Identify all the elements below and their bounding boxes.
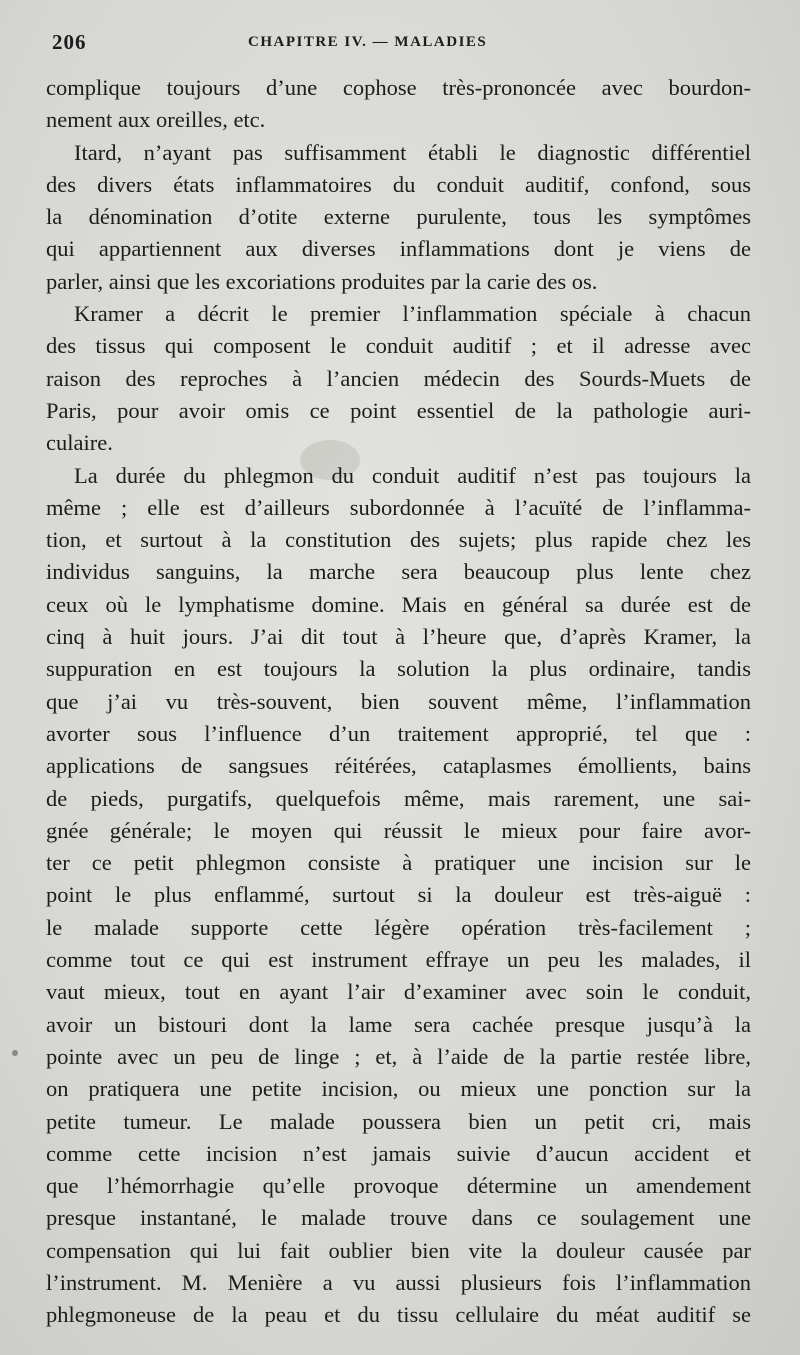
paper-stain	[12, 1050, 18, 1056]
text-line: Kramer a décrit le premier l’inflammation spéciale à chacun	[74, 301, 751, 327]
body-text	[46, 72, 751, 1332]
text-line: que l’hémorrhagie qu’elle provoque détermine un amendement	[46, 1173, 751, 1199]
text-line: même ; elle est d’ailleurs subordonnée à l’acuïté de l’inflamma-	[46, 494, 751, 520]
text-line: applications de sangsues réitérées, cataplasmes émollients, bains	[46, 753, 751, 779]
text-line: la dénomination d’otite externe purulente, tous les symptômes	[46, 204, 751, 230]
text-line: comme tout ce qui est instrument effraye un peu les malades, il	[46, 947, 751, 973]
text-line: ceux où le lymphatisme domine. Mais en général sa durée est de	[46, 591, 751, 617]
text-line: avoir un bistouri dont la lame sera cachée presque jusqu’à la	[46, 1011, 751, 1037]
text-line: Paris, pour avoir omis ce point essentiel de la pathologie auri-	[46, 397, 751, 423]
running-head	[52, 24, 748, 60]
text-line: nement aux oreilles, etc.	[46, 107, 266, 133]
text-line: pointe avec un peu de linge ; et, à l’aide de la partie restée libre,	[46, 1043, 751, 1069]
text-line: raison des reproches à l’ancien médecin des Sourds-Muets de	[46, 365, 751, 391]
text-line: cinq à huit jours. J’ai dit tout à l’heure que, d’après Kramer, la	[46, 624, 751, 650]
text-line: culaire.	[46, 430, 113, 456]
text-line: que j’ai vu très-souvent, bien souvent même, l’inflammation	[46, 688, 751, 714]
text-line: La durée du phlegmon du conduit auditif n’est pas toujours la	[74, 462, 751, 488]
text-line: suppuration en est toujours la solution la plus ordinaire, tandis	[46, 656, 751, 682]
text-line: ter ce petit phlegmon consiste à pratiquer une incision sur le	[46, 850, 751, 876]
text-line: des tissus qui composent le conduit auditif ; et il adresse avec	[46, 333, 751, 359]
text-line: Itard, n’ayant pas suffisamment établi le diagnostic différentiel	[74, 139, 751, 165]
text-line: petite tumeur. Le malade poussera bien un petit cri, mais	[46, 1108, 751, 1134]
text-line: individus sanguins, la marche sera beaucoup plus lente chez	[46, 559, 751, 585]
text-line: le malade supporte cette légère opération très-facilement ;	[46, 914, 751, 940]
text-line: l’instrument. M. Menière a vu aussi plusieurs fois l’inflammation	[46, 1269, 751, 1295]
text-line: tion, et surtout à la constitution des sujets; plus rapide chez les	[46, 527, 751, 553]
text-line: de pieds, purgatifs, quelquefois même, mais rarement, une sai-	[46, 785, 751, 811]
page-number: 206	[52, 30, 87, 54]
text-line: point le plus enflammé, surtout si la douleur est très-aiguë :	[46, 882, 751, 908]
text-line: des divers états inflammatoires du conduit auditif, confond, sous	[46, 171, 751, 197]
text-line: compensation qui lui fait oublier bien vite la douleur causée par	[46, 1237, 751, 1263]
text-line: avorter sous l’influence d’un traitement approprié, tel que :	[46, 720, 751, 746]
text-line: phlegmoneuse de la peau et du tissu cellulaire du méat auditif se	[46, 1302, 751, 1328]
text-line: qui appartiennent aux diverses inflammations dont je viens de	[46, 236, 751, 262]
text-line: vaut mieux, tout en ayant l’air d’examiner avec soin le conduit,	[46, 979, 751, 1005]
text-line: on pratiquera une petite incision, ou mieux une ponction sur la	[46, 1076, 751, 1102]
text-line: gnée générale; le moyen qui réussit le mieux pour faire avor-	[46, 817, 751, 843]
running-title: CHAPITRE IV. — MALADIES	[248, 34, 488, 50]
text-line: parler, ainsi que les excoriations produites par la carie des os.	[46, 268, 598, 294]
text-line: comme cette incision n’est jamais suivie d’aucun accident et	[46, 1140, 751, 1166]
text-line: complique toujours d’une cophose très-prononcée avec bourdon-	[46, 75, 751, 100]
text-line: presque instantané, le malade trouve dans ce soulagement une	[46, 1205, 751, 1231]
